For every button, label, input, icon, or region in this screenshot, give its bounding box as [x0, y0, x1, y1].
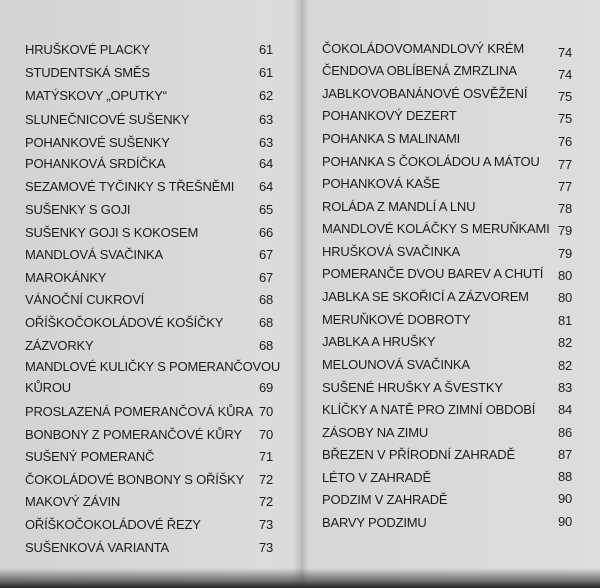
- toc-entry-page: 80: [557, 268, 572, 283]
- toc-entry-title-line: MANDLOVÉ KULIČKY S POMERANČOVOU: [25, 359, 281, 374]
- toc-entry-title: ČOKOLÁDOVOMANDLOVÝ KRÉM: [322, 41, 524, 56]
- toc-entry-page: 70: [258, 427, 273, 442]
- toc-entry-page: 81: [557, 313, 572, 328]
- toc-entry-page: 71: [258, 449, 273, 464]
- toc-entry-page: 83: [557, 380, 572, 395]
- toc-entry-title: POHANKA S MALINAMI: [322, 131, 460, 146]
- toc-entry-title: ČOKOLÁDOVÉ BONBONY S OŘÍŠKY: [25, 472, 245, 487]
- toc-entry-title: SEZAMOVÉ TYČINKY S TŘEŠNĚMI: [25, 179, 235, 194]
- toc-entry-title: HRUŠKOVÉ PLACKY: [25, 42, 150, 57]
- toc-entry-title: POHANKOVÝ DEZERT: [322, 108, 457, 123]
- toc-entry-title: BŘEZEN V PŘÍRODNÍ ZAHRADĚ: [322, 447, 515, 462]
- toc-entry-page: 72: [258, 472, 273, 487]
- toc-entry-title: SUŠENÝ POMERANČ: [25, 449, 155, 464]
- toc-entry-title: JABLKA A HRUŠKY: [322, 334, 436, 349]
- toc-entry-title: MAROKÁNKY: [25, 270, 107, 285]
- toc-entry-title: KLÍČKY A NATĚ PRO ZIMNÍ OBDOBÍ: [322, 402, 536, 417]
- toc-entry-title: ZÁZVORKY: [25, 338, 94, 353]
- toc-entry-title: PODZIM V ZAHRADĚ: [322, 492, 448, 507]
- toc-entry-page: 63: [258, 135, 273, 150]
- toc-entry-page: 66: [258, 225, 273, 240]
- toc-entry-page: 68: [258, 292, 273, 307]
- toc-entry-title: LÉTO V ZAHRADĚ: [322, 470, 431, 485]
- toc-entry-page: 80: [557, 290, 572, 305]
- toc-entry-page: 90: [557, 514, 572, 529]
- toc-entry-page: 61: [258, 42, 273, 57]
- page-bottom-edge: [0, 568, 600, 588]
- toc-entry-title: VÁNOČNÍ CUKROVÍ: [25, 292, 145, 307]
- toc-entry-page: 68: [258, 338, 273, 353]
- toc-entry-page: 87: [557, 447, 572, 462]
- toc-entry-page: 73: [258, 517, 273, 532]
- toc-entry-title: POHANKOVÁ SRDÍČKA: [25, 156, 166, 171]
- toc-entry-page: 74: [557, 67, 572, 82]
- toc-entry-page: 70: [258, 404, 273, 419]
- toc-entry-page: 64: [258, 156, 273, 171]
- toc-entry-title: MERUŇKOVÉ DOBROTY: [322, 312, 471, 327]
- toc-entry-page: 64: [258, 179, 273, 194]
- toc-entry-title-line: KŮROU: [25, 380, 71, 395]
- toc-entry-title: MANDLOVÁ SVAČINKA: [25, 247, 163, 262]
- toc-entry-page: 78: [557, 201, 572, 216]
- toc-entry-title: ROLÁDA Z MANDLÍ A LNU: [322, 199, 476, 214]
- toc-entry-title: SUŠENKY S GOJI: [25, 202, 131, 217]
- toc-entry-page: 74: [557, 45, 572, 60]
- toc-entry-page: 67: [258, 270, 273, 285]
- toc-entry-page: 69: [258, 380, 273, 395]
- toc-entry-title: SUŠENKY GOJI S KOKOSEM: [25, 225, 199, 240]
- toc-entry-title: POHANKOVÁ KAŠE: [322, 176, 440, 191]
- toc-entry-page: 63: [258, 112, 273, 127]
- toc-entry-page: 72: [258, 494, 273, 509]
- toc-entry-page: 68: [258, 315, 273, 330]
- toc-entry-title: SUŠENKOVÁ VARIANTA: [25, 540, 170, 555]
- toc-entry-title: JABLKA SE SKOŘICÍ A ZÁZVOREM: [322, 289, 529, 304]
- toc-entry-title: PROSLAZENÁ POMERANČOVÁ KŮRA: [25, 404, 253, 419]
- toc-entry-title: MANDLOVÉ KOLÁČKY S MERUŇKAMI: [322, 221, 550, 236]
- toc-entry-title: MELOUNOVÁ SVAČINKA: [322, 357, 470, 372]
- toc-entry-title: SUŠENÉ HRUŠKY A ŠVESTKY: [322, 380, 503, 395]
- page-gutter: [293, 0, 309, 588]
- toc-entry-page: 61: [258, 65, 273, 80]
- toc-entry-title: OŘÍŠKOČOKOLÁDOVÉ KOŠÍČKY: [25, 315, 224, 330]
- toc-entry-title: STUDENTSKÁ SMĚS: [25, 65, 150, 80]
- toc-entry-page: 62: [258, 88, 273, 103]
- toc-entry-page: 75: [557, 111, 572, 126]
- toc-entry-page: 77: [557, 157, 572, 172]
- toc-entry-title: BONBONY Z POMERANČOVÉ KŮRY: [25, 427, 242, 442]
- toc-entry-title: OŘÍŠKOČOKOLÁDOVÉ ŘEZY: [25, 517, 201, 532]
- toc-entry-page: 79: [557, 246, 572, 261]
- toc-entry-page: 82: [557, 335, 572, 350]
- toc-entry-page: 67: [258, 247, 273, 262]
- toc-entry-page: 90: [557, 491, 572, 506]
- toc-entry-page: 84: [557, 402, 572, 417]
- toc-entry-title: ZÁSOBY NA ZIMU: [322, 425, 429, 440]
- toc-entry-title: BARVY PODZIMU: [322, 515, 427, 530]
- toc-entry-title: POHANKOVÉ SUŠENKY: [25, 135, 170, 150]
- toc-entry-title: MATÝSKOVY „OPUTKY“: [25, 88, 167, 103]
- toc-entry-page: 75: [557, 89, 572, 104]
- toc-entry-title: [25, 359, 280, 396]
- toc-entry-page: 88: [557, 469, 572, 484]
- toc-entry-page: 76: [557, 134, 572, 149]
- toc-entry-title: POMERANČE DVOU BAREV A CHUTÍ: [322, 266, 544, 281]
- toc-entry-title: ČENDOVA OBLÍBENÁ ZMRZLINA: [322, 63, 517, 78]
- toc-entry-title: POHANKA S ČOKOLÁDOU A MÁTOU: [322, 154, 540, 169]
- toc-entry-page: 82: [557, 358, 572, 373]
- toc-entry-page: 73: [258, 540, 273, 555]
- toc-entry-page: 86: [557, 425, 572, 440]
- toc-entry-page: 79: [557, 223, 572, 238]
- toc-entry-title: HRUŠKOVÁ SVAČINKA: [322, 244, 460, 259]
- toc-entry-title: SLUNEČNICOVÉ SUŠENKY: [25, 112, 190, 127]
- toc-entry-title: JABLKOVOBANÁNOVÉ OSVĚŽENÍ: [322, 86, 528, 101]
- toc-entry-page: 77: [557, 179, 572, 194]
- toc-entry-title: MAKOVÝ ZÁVIN: [25, 494, 121, 509]
- toc-entry-page: 65: [258, 202, 273, 217]
